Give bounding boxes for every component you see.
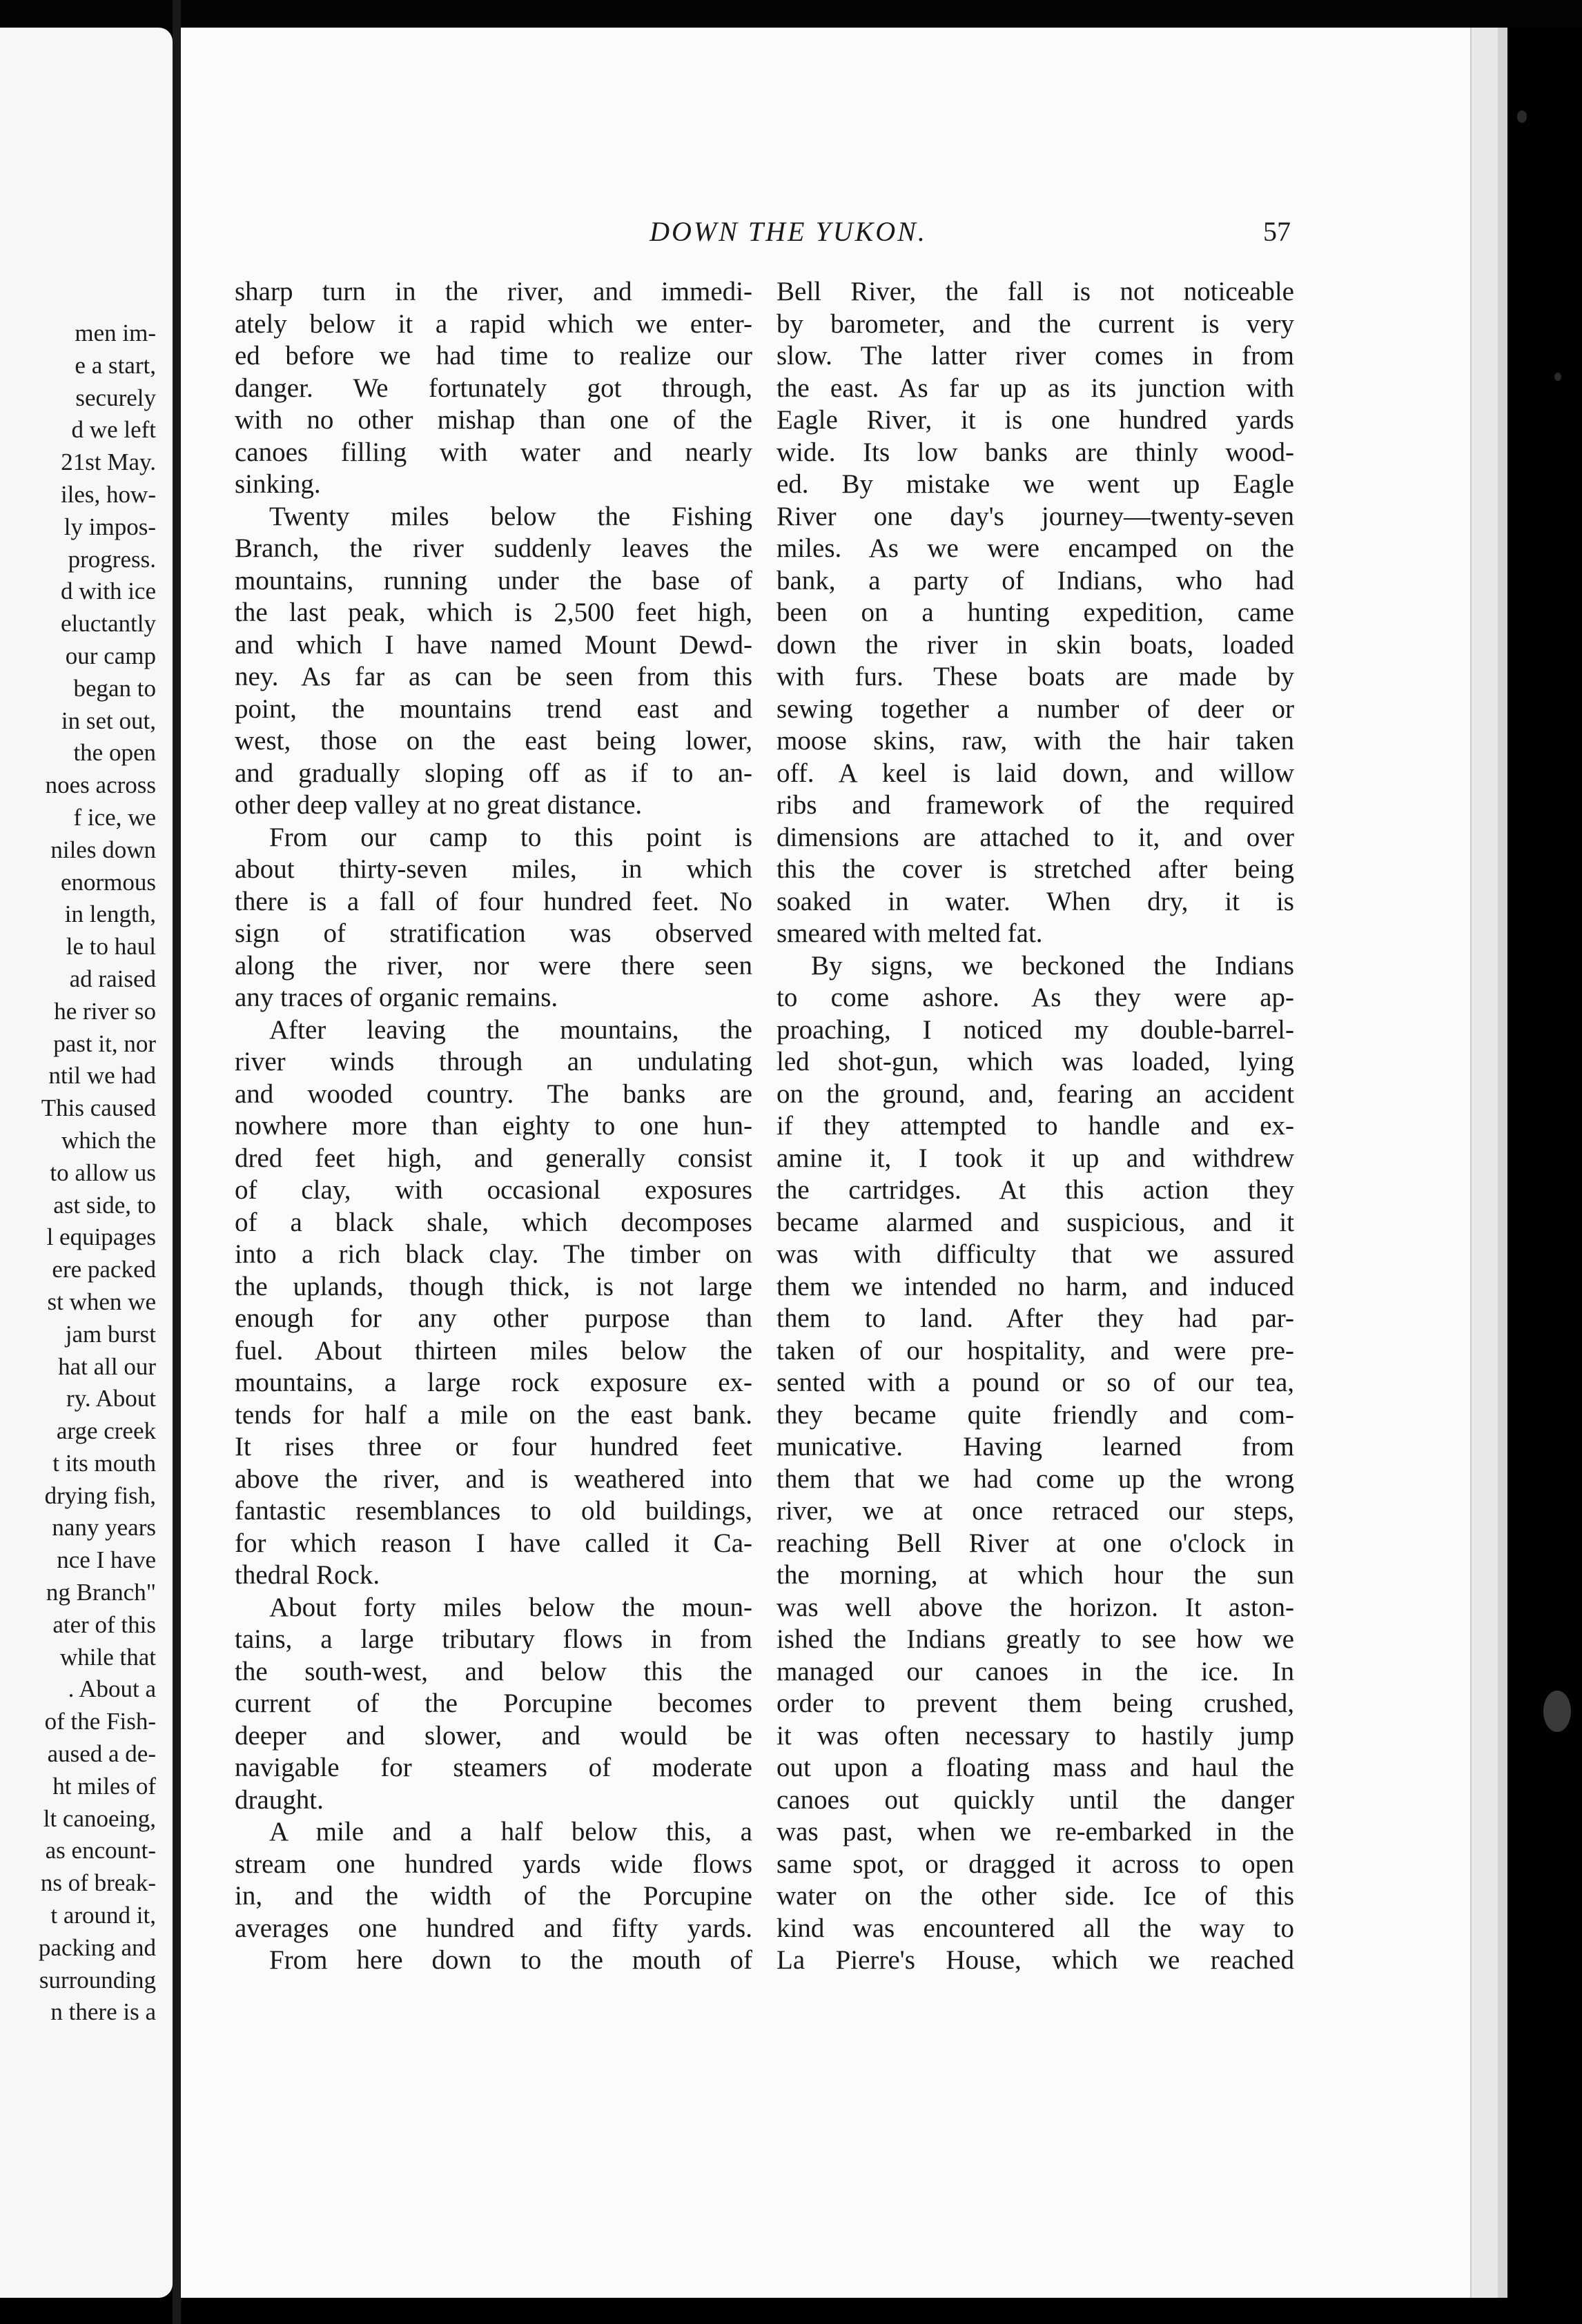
text-line: out upon a floating mass and haul the — [777, 1753, 1294, 1782]
text-column-right — [777, 276, 1294, 1977]
text-line: if they attempted to handle and ex- — [777, 1111, 1294, 1141]
left-page-line: which the — [61, 1126, 156, 1154]
text-line: there is a fall of four hundred feet. No — [235, 886, 752, 916]
left-page-line: This caused — [41, 1094, 156, 1122]
text-line: smeared with melted fat. — [777, 918, 1043, 948]
text-line: It rises three or four hundred feet — [235, 1432, 752, 1461]
left-page-line: our camp — [65, 642, 156, 669]
text-line: danger. We fortunately got through, — [235, 373, 752, 403]
text-line: the east. As far up as its junction with — [777, 373, 1294, 403]
text-line: the morning, at which hour the sun — [777, 1560, 1294, 1590]
left-page-line: ly impos- — [64, 513, 156, 540]
text-line: stream one hundred yards wide flows — [235, 1849, 752, 1879]
text-line: them that we had come up the wrong — [777, 1464, 1294, 1494]
text-line: about thirty-seven miles, in which — [235, 854, 752, 884]
left-page-line: d with ice — [60, 578, 156, 605]
left-page-line: he river so — [54, 997, 156, 1025]
left-page-line: securely — [75, 384, 156, 411]
scan-speck — [1554, 373, 1561, 381]
left-page-line: ns of break- — [40, 1869, 156, 1897]
text-line: ed. By mistake we went up Eagle — [777, 469, 1294, 499]
text-line: down the river in skin boats, loaded — [777, 629, 1294, 660]
text-line: After leaving the mountains, the — [269, 1014, 752, 1045]
text-line: By signs, we beckoned the Indians — [811, 950, 1294, 981]
text-column-left — [235, 276, 752, 1977]
left-page-line: le to haul — [66, 933, 156, 961]
text-line: off. A keel is laid down, and willow — [777, 758, 1294, 788]
text-line: amine it, I took it up and withdrew — [777, 1143, 1294, 1173]
left-page-line: t around it, — [50, 1902, 156, 1929]
left-page-line: as encount- — [45, 1837, 156, 1864]
text-line: moose skins, raw, with the hair taken — [777, 726, 1294, 756]
text-line: River one day's journey—twenty-seven — [777, 501, 1294, 531]
text-line: sharp turn in the river, and immedi- — [235, 277, 752, 306]
text-line: Eagle River, it is one hundred yards — [777, 405, 1294, 435]
page-header — [181, 215, 1470, 257]
text-line: point, the mountains trend east and — [235, 693, 752, 724]
text-line: this the cover is stretched after being — [777, 854, 1294, 884]
text-line: them we intended no harm, and induced — [777, 1271, 1294, 1301]
left-page-line: n there is a — [50, 1998, 156, 2026]
scan-border — [0, 0, 1582, 28]
left-page-line: ad raised — [69, 965, 156, 992]
text-line: on the ground, and, fearing an accident — [777, 1079, 1294, 1109]
left-page-line: surrounding — [39, 1966, 156, 1993]
text-line: they became quite friendly and com- — [777, 1399, 1294, 1430]
text-line: it was often necessary to hastily jump — [777, 1720, 1294, 1751]
left-page-line: ng Branch" — [46, 1579, 156, 1606]
left-page-line: of the Fish- — [44, 1708, 156, 1735]
text-line: the cartridges. At this action they — [777, 1175, 1294, 1205]
text-line: was past, when we re-embarked in the — [777, 1817, 1294, 1847]
text-line: mountains, running under the base of — [235, 565, 752, 595]
left-page-line: arge creek — [56, 1417, 156, 1445]
scan-speck — [1543, 1691, 1571, 1732]
left-page-line: ntil we had — [48, 1062, 156, 1090]
text-line: tains, a large tributary flows in from — [235, 1624, 752, 1654]
page-edge — [1470, 28, 1499, 2298]
text-line: sign of stratification was observed — [235, 918, 752, 948]
text-line: river winds through an undulating — [235, 1047, 752, 1076]
text-line: thedral Rock. — [235, 1560, 380, 1590]
book-gutter — [173, 0, 181, 2324]
text-line: navigable for steamers of moderate — [235, 1753, 752, 1782]
running-head: DOWN THE YUKON. — [650, 216, 927, 247]
text-line: managed our canoes in the ice. In — [777, 1656, 1294, 1686]
text-line: above the river, and is weathered into — [235, 1464, 752, 1494]
left-page-line: ht miles of — [52, 1772, 156, 1800]
left-page-line: the open — [73, 739, 156, 767]
text-line: in, and the width of the Porcupine — [235, 1881, 752, 1911]
text-line: slow. The latter river comes in from — [777, 341, 1294, 371]
text-line: the uplands, though thick, is not large — [235, 1271, 752, 1301]
left-page-line: while that — [60, 1643, 156, 1671]
left-page-line: lt canoeing, — [43, 1804, 156, 1832]
text-line: with no other mishap than one of the — [235, 405, 752, 435]
text-line: fantastic resemblances to old buildings, — [235, 1496, 752, 1526]
left-page-line: packing and — [38, 1933, 156, 1961]
left-page-line: in set out, — [61, 707, 156, 734]
text-line: water on the other side. Ice of this — [777, 1881, 1294, 1911]
text-line: river, we at once retraced our steps, — [777, 1496, 1294, 1526]
text-line: wide. Its low banks are thinly wood- — [777, 437, 1294, 467]
left-page-line: began to — [73, 674, 156, 702]
left-page-line: to allow us — [50, 1159, 156, 1186]
scan-speck — [1517, 110, 1527, 123]
text-line: was with difficulty that we assured — [777, 1239, 1294, 1269]
left-page-line: aused a de- — [47, 1740, 156, 1768]
text-line: sented with a pound or so of our tea, — [777, 1368, 1294, 1397]
text-line: of a black shale, which decomposes — [235, 1207, 752, 1237]
text-line: From here down to the mouth of — [269, 1945, 752, 1975]
text-line: deeper and slower, and would be — [235, 1720, 752, 1751]
left-page-line: e a start, — [75, 351, 156, 379]
text-line: municative. Having learned from — [777, 1432, 1294, 1461]
left-page-line: progress. — [68, 545, 156, 573]
left-page-line: eluctantly — [60, 610, 156, 638]
page-edge-shadow — [1498, 28, 1507, 2298]
text-line: fuel. About thirteen miles below the — [235, 1335, 752, 1366]
left-page-line: ater of this — [52, 1611, 156, 1638]
text-line: west, those on the east being lower, — [235, 726, 752, 756]
left-page-line: ast side, to — [53, 1191, 156, 1219]
text-line: with furs. These boats are made by — [777, 662, 1294, 691]
left-page-line: past it, nor — [53, 1030, 156, 1057]
text-line: canoes filling with water and nearly — [235, 437, 752, 467]
left-page-line: enormous — [60, 868, 156, 896]
text-line: any traces of organic remains. — [235, 983, 558, 1012]
text-line: been on a hunting expedition, came — [777, 598, 1294, 627]
text-line: same spot, or dragged it across to open — [777, 1849, 1294, 1879]
text-line: the south-west, and below this the — [235, 1656, 752, 1686]
text-line: draught. — [235, 1784, 324, 1815]
text-line: enough for any other purpose than — [235, 1303, 752, 1333]
left-page-line: f ice, we — [73, 803, 156, 831]
left-page-line: 21st May. — [61, 449, 156, 476]
text-line: other deep valley at no great distance. — [235, 790, 643, 820]
text-line: Twenty miles below the Fishing — [269, 501, 752, 531]
text-line: led shot-gun, which was loaded, lying — [777, 1047, 1294, 1076]
text-line: kind was encountered all the way to — [777, 1913, 1294, 1943]
text-line: ished the Indians greatly to see how we — [777, 1624, 1294, 1654]
left-page-fragment — [0, 28, 173, 2298]
text-line: From our camp to this point is — [269, 822, 752, 852]
page-number: 57 — [1263, 216, 1291, 247]
text-line: dimensions are attached to it, and over — [777, 822, 1294, 852]
left-page-line: d we left — [71, 416, 156, 444]
left-page-line: in length, — [64, 900, 156, 928]
text-line: ney. As far as can be seen from this — [235, 662, 752, 691]
text-line: sinking. — [235, 469, 321, 499]
text-line: reaching Bell River at one o'clock in — [777, 1528, 1294, 1558]
text-line: mountains, a large rock exposure ex- — [235, 1368, 752, 1397]
left-page-line: st when we — [47, 1288, 156, 1315]
text-line: into a rich black clay. The timber on — [235, 1239, 752, 1269]
text-line: for which reason I have called it Ca- — [235, 1528, 752, 1558]
text-line: bank, a party of Indians, who had — [777, 565, 1294, 595]
left-page-line: ry. About — [66, 1385, 156, 1412]
text-line: ribs and framework of the required — [777, 790, 1294, 820]
left-page-line: l equipages — [46, 1223, 156, 1251]
text-line: along the river, nor were there seen — [235, 950, 752, 981]
text-line: A mile and a half below this, a — [269, 1817, 752, 1847]
left-page-line: . About a — [68, 1675, 156, 1703]
text-line: the last peak, which is 2,500 feet high, — [235, 598, 752, 627]
left-page-line: jam burst — [65, 1320, 156, 1348]
text-line: by barometer, and the current is very — [777, 308, 1294, 339]
text-line: became alarmed and suspicious, and it — [777, 1207, 1294, 1237]
text-line: of clay, with occasional exposures — [235, 1175, 752, 1205]
left-page-line: iles, how- — [60, 480, 156, 508]
text-line: nowhere more than eighty to one hun- — [235, 1111, 752, 1141]
left-page-line: noes across — [45, 771, 156, 799]
text-line: Bell River, the fall is not noticeable — [777, 277, 1294, 306]
text-line: was well above the horizon. It aston- — [777, 1592, 1294, 1622]
left-page-line: drying fish, — [44, 1481, 156, 1509]
text-line: soaked in water. When dry, it is — [777, 886, 1294, 916]
left-page-line: hat all our — [58, 1352, 156, 1380]
text-line: tends for half a mile on the east bank. — [235, 1399, 752, 1430]
text-line: La Pierre's House, which we reached — [777, 1945, 1294, 1975]
left-page-line: nany years — [52, 1514, 156, 1542]
left-page-line: men im- — [75, 319, 156, 346]
text-line: current of the Porcupine becomes — [235, 1688, 752, 1718]
text-line: sewing together a number of deer or — [777, 693, 1294, 724]
text-line: averages one hundred and fifty yards. — [235, 1913, 752, 1943]
left-page-line: ere packed — [52, 1256, 156, 1283]
text-line: canoes out quickly until the danger — [777, 1784, 1294, 1815]
left-page-line: niles down — [50, 836, 156, 863]
text-line: and gradually sloping off as if to an- — [235, 758, 752, 788]
left-page-line: nce I have — [57, 1546, 156, 1574]
text-line: and which I have named Mount Dewd- — [235, 629, 752, 660]
text-line: taken of our hospitality, and were pre- — [777, 1335, 1294, 1366]
text-line: About forty miles below the moun- — [269, 1592, 752, 1622]
text-line: order to prevent them being crushed, — [777, 1688, 1294, 1718]
text-line: ately below it a rapid which we enter- — [235, 308, 752, 339]
text-line: and wooded country. The banks are — [235, 1079, 752, 1109]
left-page-line: t its mouth — [52, 1449, 156, 1477]
text-line: Branch, the river suddenly leaves the — [235, 533, 752, 563]
text-line: them to land. After they had par- — [777, 1303, 1294, 1333]
text-line: dred feet high, and generally consist — [235, 1143, 752, 1173]
text-line: to come ashore. As they were ap- — [777, 983, 1294, 1012]
text-line: miles. As we were encamped on the — [777, 533, 1294, 563]
text-line: ed before we had time to realize our — [235, 341, 752, 371]
left-page-text — [39, 317, 156, 2029]
text-line: proaching, I noticed my double-barrel- — [777, 1014, 1294, 1045]
